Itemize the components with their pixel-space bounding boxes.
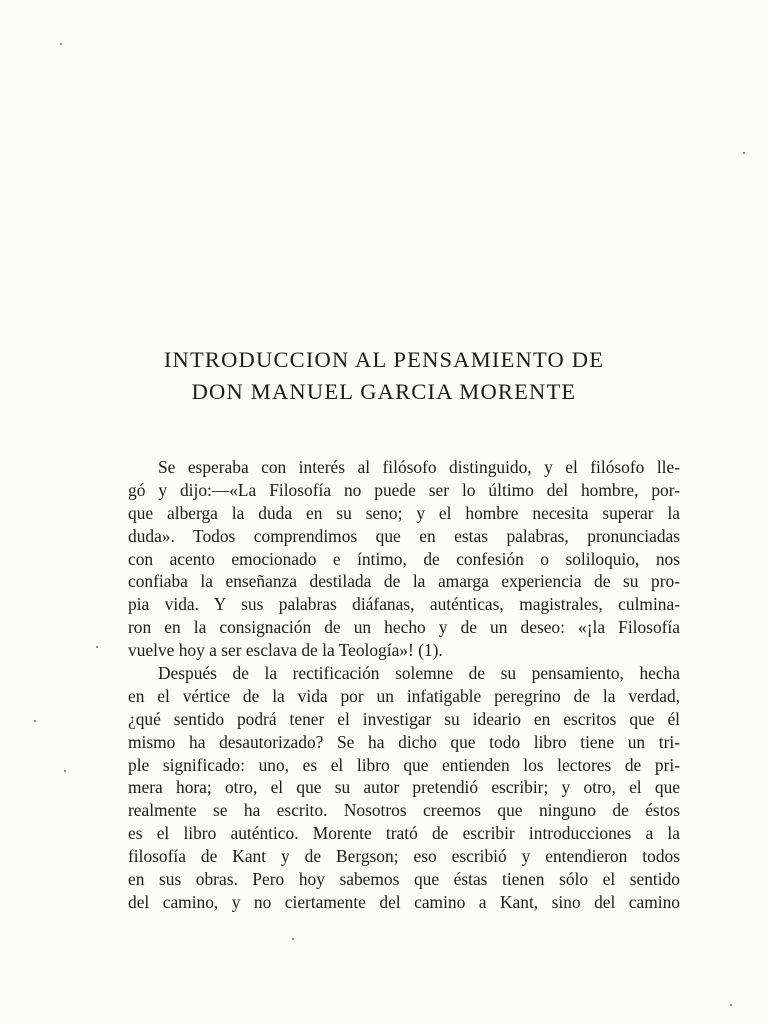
scan-speck <box>96 646 98 648</box>
body-line: es el libro auténtico. Morente trató de escribir introducciones a la <box>128 823 680 844</box>
body-line: duda». Todos comprendimos que en estas palabras, pronunciadas <box>128 525 680 546</box>
body-line: ron en la consignación de un hecho y de un deseo: «¡la Filosofía <box>128 617 680 638</box>
chapter-title <box>0 344 768 408</box>
body-line: realmente se ha escrito. Nosotros creemos que ninguno de éstos <box>128 800 680 821</box>
body-line: filosofía de Kant y de Bergson; eso escribió y entendieron todos <box>128 846 680 867</box>
chapter-title-line-2: DON MANUEL GARCIA MORENTE <box>191 379 577 404</box>
chapter-title-line-1: INTRODUCCION AL PENSAMIENTO DE <box>163 347 605 372</box>
body-line: con acento emocionado e íntimo, de confesión o soliloquio, nos <box>128 548 680 569</box>
body-text <box>128 456 680 914</box>
body-line: en sus obras. Pero hoy sabemos que éstas tienen sólo el sentido <box>128 869 680 890</box>
body-line: Después de la rectificación solemne de su pensamiento, hecha <box>158 663 680 684</box>
scan-speck <box>64 770 66 772</box>
scan-speck <box>34 720 36 722</box>
body-line: que alberga la duda en su seno; y el hombre necesita superar la <box>128 502 680 523</box>
body-line: vuelve hoy a ser esclava de la Teología»! (1). <box>128 640 443 661</box>
body-line: mera hora; otro, el que su autor pretendió escribir; y otro, el que <box>128 777 680 798</box>
scan-speck <box>292 938 294 940</box>
body-line: Se esperaba con interés al filósofo distinguido, y el filósofo lle- <box>158 457 680 477</box>
body-line: en el vértice de la vida por un infatigable peregrino de la verdad, <box>128 685 680 706</box>
body-line: confiaba la enseñanza destilada de la amarga experiencia de su pro- <box>128 571 680 592</box>
body-line: pia vida. Y sus palabras diáfanas, auténticas, magistrales, culmina- <box>128 594 680 615</box>
body-line: ple significado: uno, es el libro que entienden los lectores de pri- <box>128 754 680 775</box>
body-line: gó y dijo:—«La Filosofía no puede ser lo último del hombre, por- <box>128 479 680 500</box>
scan-speck <box>743 152 745 154</box>
body-line: ¿qué sentido podrá tener el investigar su ideario en escritos que él <box>128 708 680 729</box>
scan-speck <box>730 1004 732 1006</box>
body-line: mismo ha desautorizado? Se ha dicho que todo libro tiene un tri- <box>128 731 680 752</box>
scan-speck <box>60 43 62 45</box>
body-line: del camino, y no ciertamente del camino a Kant, sino del camino <box>128 891 680 912</box>
